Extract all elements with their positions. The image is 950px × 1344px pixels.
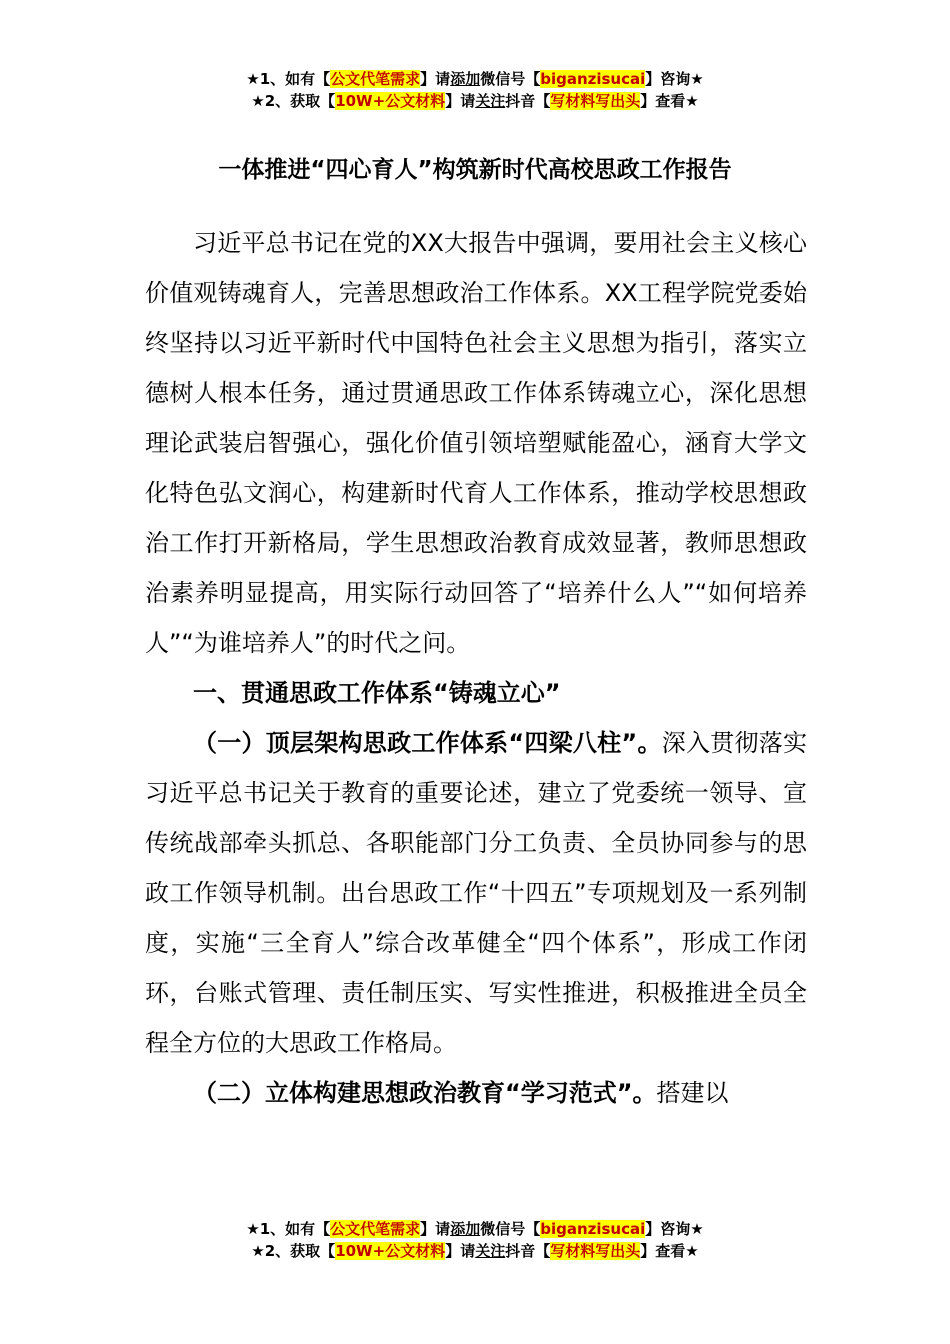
banner-text: ★2、获取【: [251, 1242, 336, 1260]
banner-text: 微信号【: [480, 70, 541, 88]
highlight-wechat-id: biganzisucai: [540, 70, 646, 88]
document-body: [145, 218, 807, 1118]
subsection-1-heading: （一）顶层架构思政工作体系“四梁八柱”。: [193, 729, 662, 757]
subsection-2-heading: （二）立体构建思想政治教育“学习范式”。: [193, 1079, 657, 1107]
intro-paragraph: 习近平总书记在党的XX大报告中强调，要用社会主义核心价值观铸魂育人，完善思想政治工作体系。XX工程学院党委始终坚持以习近平新时代中国特色社会主义思想为指引，落实立德树人根本任务，通过贯通思政工作体系铸魂立心，深化思想理论武装启智强心，强化价值引领培塑赋能盈心，涵育大学文化特色弘文润心，构建新时代育人工作体系，推动学校思想政治工作打开新格局，学生思想政治教育成效显著，教师思想政治素养明显提高，用实际行动回答了“培养什么人”“如何培养人”“为谁培养人”的时代之问。: [145, 229, 807, 657]
banner-text: ★2、获取【: [251, 92, 336, 110]
subsection-1-body: 深入贯彻落实习近平总书记关于教育的重要论述，建立了党委统一领导、宣传统战部牵头抓总、各职能部门分工负责、全员协同参与的思政工作领导机制。出台思政工作“十四五”专项规划及一系列制度，实施“三全育人”综合改革健全“四个体系”，形成工作闭环，台账式管理、责任制压实、写实性推进，积极推进全员全程全方位的大思政工作格局。: [145, 729, 808, 1057]
banner-text: ★1、如有【: [246, 1220, 331, 1238]
highlight-douyin-account: 写材料写出头: [550, 1242, 641, 1260]
underlined-word: 添加: [450, 70, 481, 88]
banner-text: 】查看★: [640, 1242, 699, 1260]
banner-text: 抖音【: [505, 1242, 551, 1260]
subsection-2-paragraph: [145, 1068, 807, 1118]
subsection-2-body: 搭建以: [656, 1079, 729, 1107]
banner-text: 】请: [420, 70, 451, 88]
banner-text: 抖音【: [505, 92, 551, 110]
banner-text: 】请: [420, 1220, 451, 1238]
banner-text: 】请: [445, 92, 476, 110]
underlined-word: 添加: [450, 1220, 481, 1238]
banner-text: 】请: [445, 1242, 476, 1260]
highlight-douyin-account: 写材料写出头: [550, 92, 641, 110]
highlight-materials: 10W+公文材料: [335, 1242, 446, 1260]
banner-line-1: [0, 1218, 950, 1240]
underlined-word: 关注: [475, 1242, 506, 1260]
banner-text: ★1、如有【: [246, 70, 331, 88]
banner-text: 】查看★: [640, 92, 699, 110]
banner-line-2: [0, 90, 950, 112]
footer-banner: [0, 1218, 950, 1262]
header-banner: [0, 68, 950, 112]
section-1-heading: 一、贯通思政工作体系“铸魂立心”: [193, 679, 561, 707]
banner-line-2: [0, 1240, 950, 1262]
banner-text: 】咨询★: [645, 70, 704, 88]
highlight-materials: 10W+公文材料: [335, 92, 446, 110]
banner-text: 微信号【: [480, 1220, 541, 1238]
highlight-service: 公文代笔需求: [330, 70, 421, 88]
highlight-wechat-id: biganzisucai: [540, 1220, 646, 1238]
underlined-word: 关注: [475, 92, 506, 110]
highlight-service: 公文代笔需求: [330, 1220, 421, 1238]
document-title: 一体推进“四心育人”构筑新时代高校思政工作报告: [218, 157, 732, 183]
subsection-1-paragraph: [145, 718, 807, 1068]
banner-text: 】咨询★: [645, 1220, 704, 1238]
banner-line-1: [0, 68, 950, 90]
